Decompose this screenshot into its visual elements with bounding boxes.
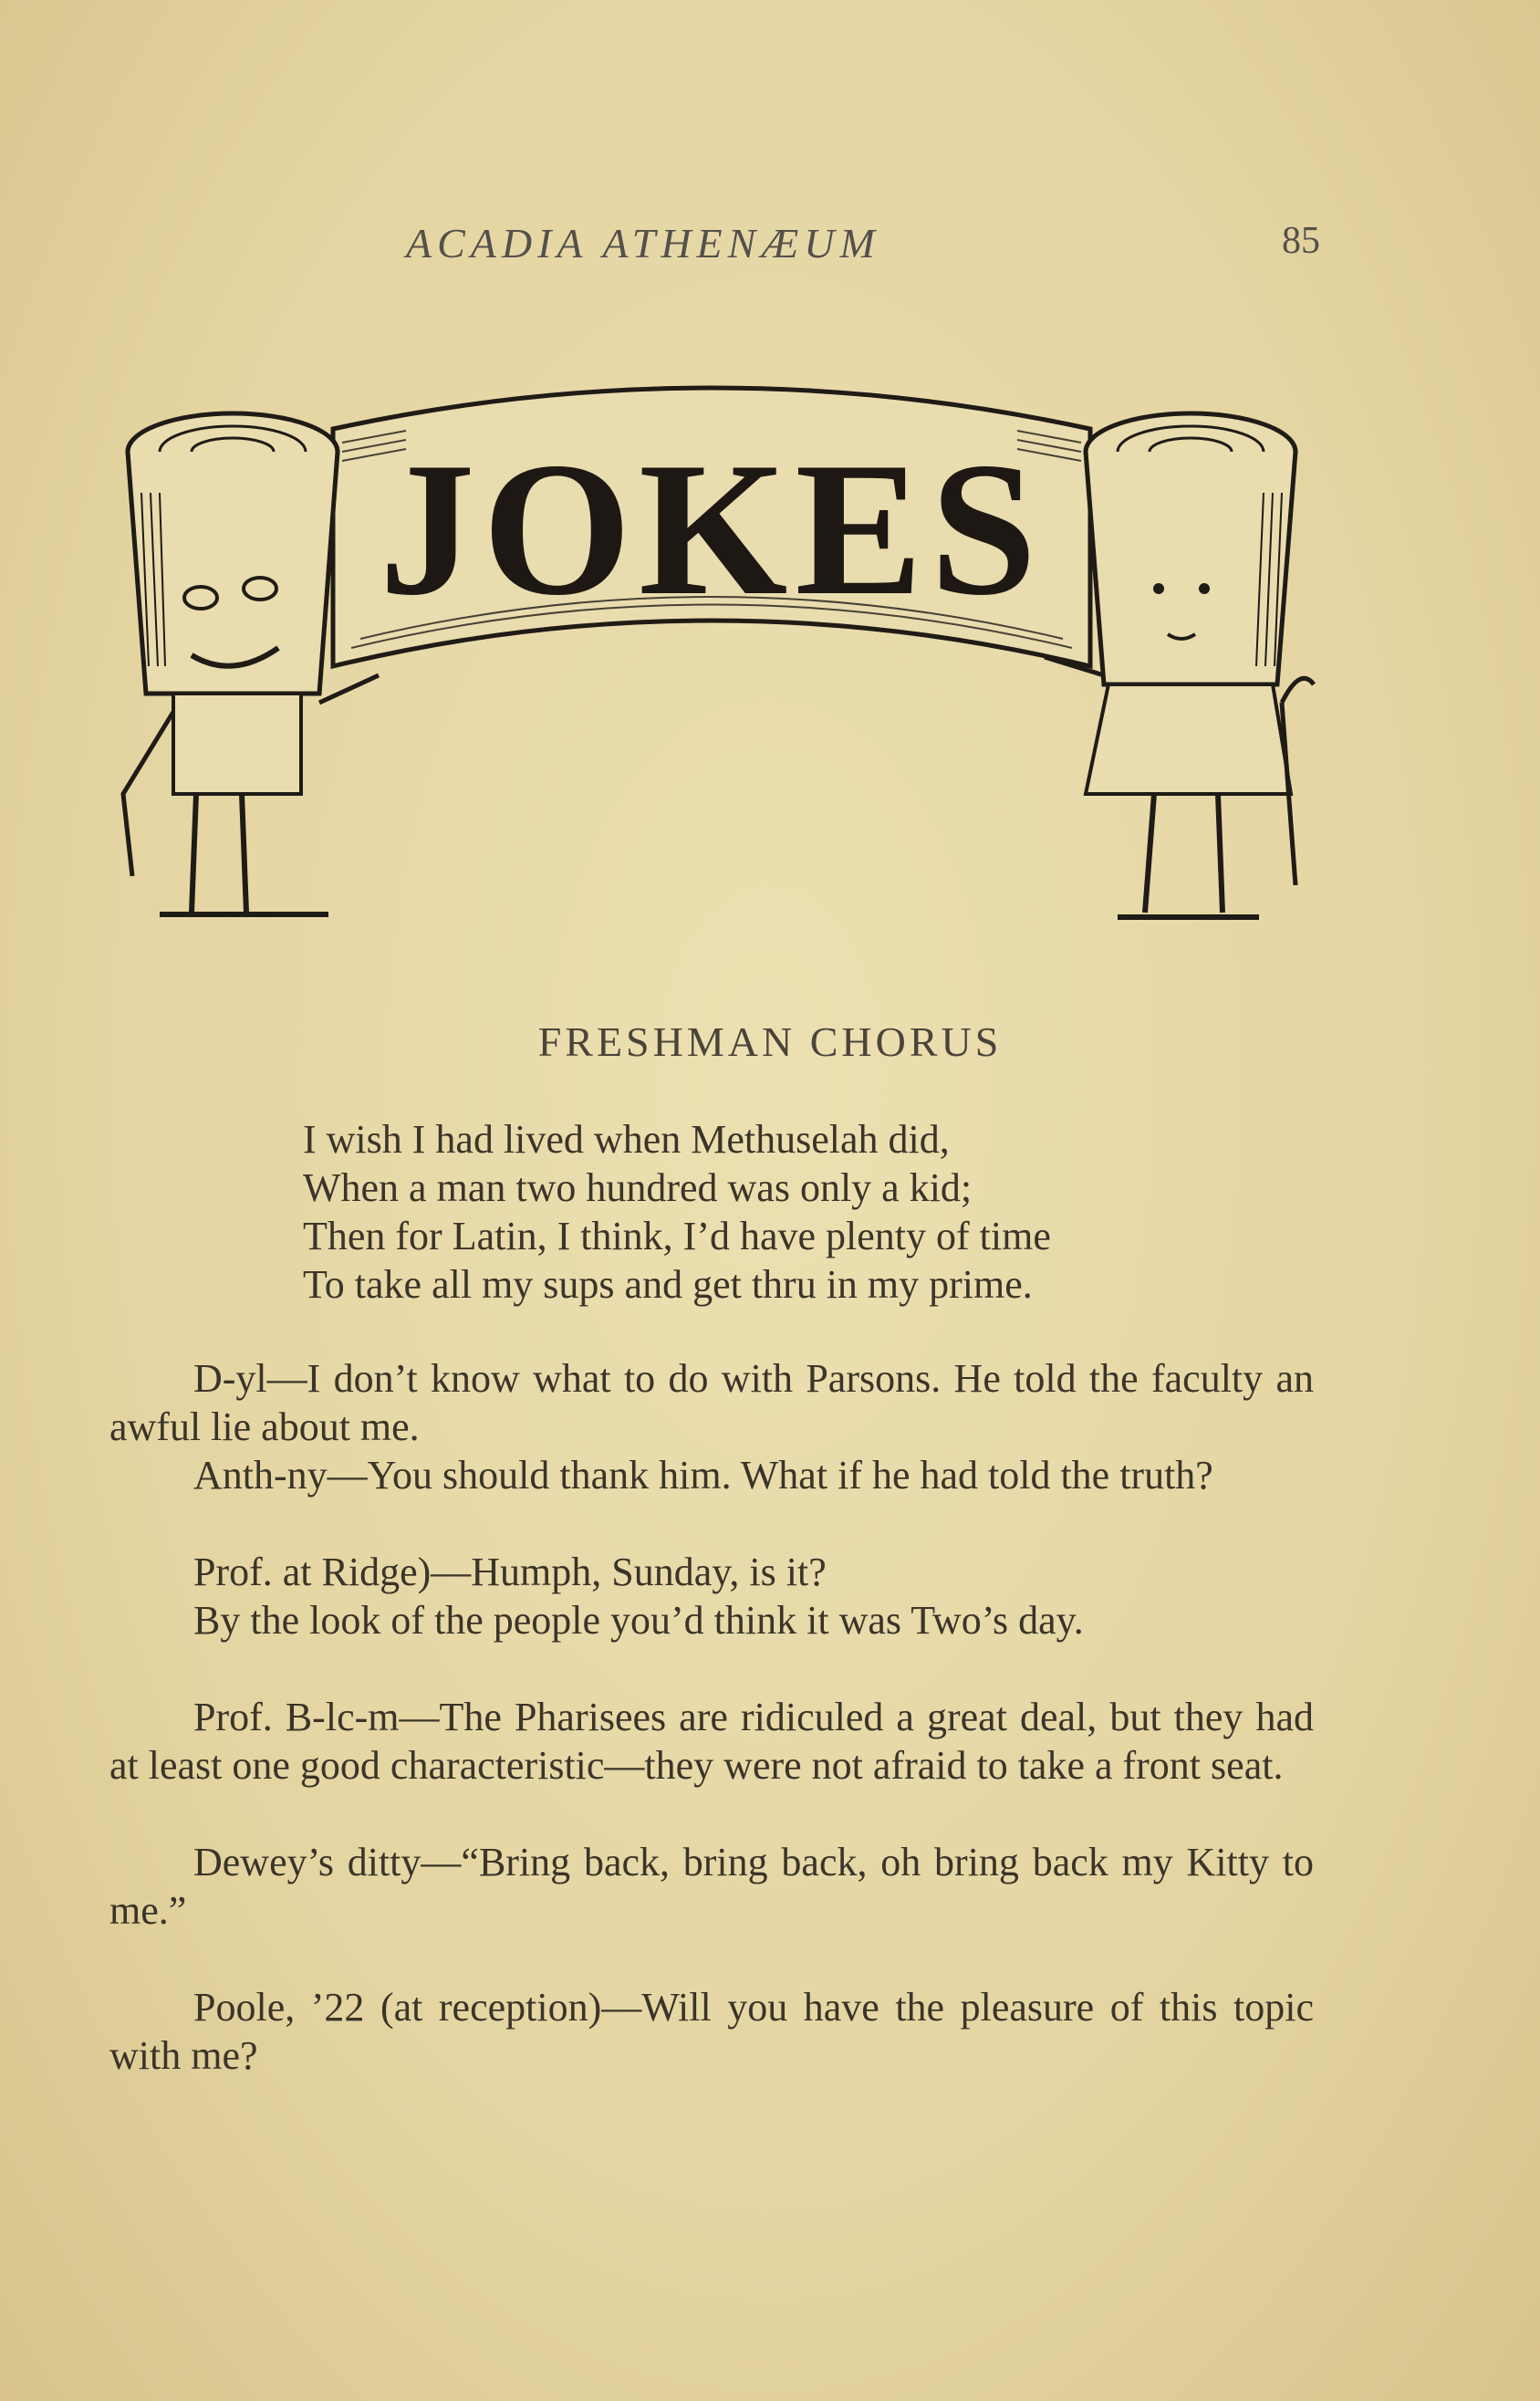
running-head-title: ACADIA ATHENÆUM — [406, 220, 880, 266]
joke-paragraph: Prof. B-lc-m—The Pharisees are ridiculed a great deal, but they had at least one good characteristic—they were not afraid to take a front seat. — [109, 1695, 1314, 1788]
joke-paragraph: Dewey’s ditty—“Bring back, bring back, oh bring back my Kitty to me.” — [109, 1840, 1314, 1933]
poem-line: When a man two hundred was only a kid; — [303, 1165, 973, 1210]
page-number: 85 — [1282, 220, 1320, 262]
jokes-list — [109, 1354, 1314, 2080]
section-title: FRESHMAN CHORUS — [537, 1018, 1003, 1065]
poem-line: Then for Latin, I think, I’d have plenty of time — [303, 1214, 1051, 1258]
poem — [303, 1115, 1352, 1309]
joke-paragraph: D-yl—I don’t know what to do with Parsons. He told the faculty an awful lie about me. — [109, 1356, 1314, 1449]
jokes-banner-illustration — [105, 365, 1318, 949]
joke-paragraph: Poole, ’22 (at reception)—Will you have the pleasure of this topic with me? — [109, 1985, 1314, 2078]
joke-paragraph: Anth-ny—You should thank him. What if he had told the truth? — [193, 1453, 1213, 1498]
joke-paragraph: Prof. at Ridge)—Humph, Sunday, is it? — [193, 1550, 827, 1594]
poem-line: To take all my sups and get thru in my prime. — [303, 1262, 1033, 1307]
poem-line: I wish I had lived when Methuselah did, — [303, 1117, 950, 1162]
joke-paragraph: By the look of the people you’d think it was Two’s day. — [193, 1598, 1084, 1643]
banner-text: JOKES — [379, 423, 1045, 635]
